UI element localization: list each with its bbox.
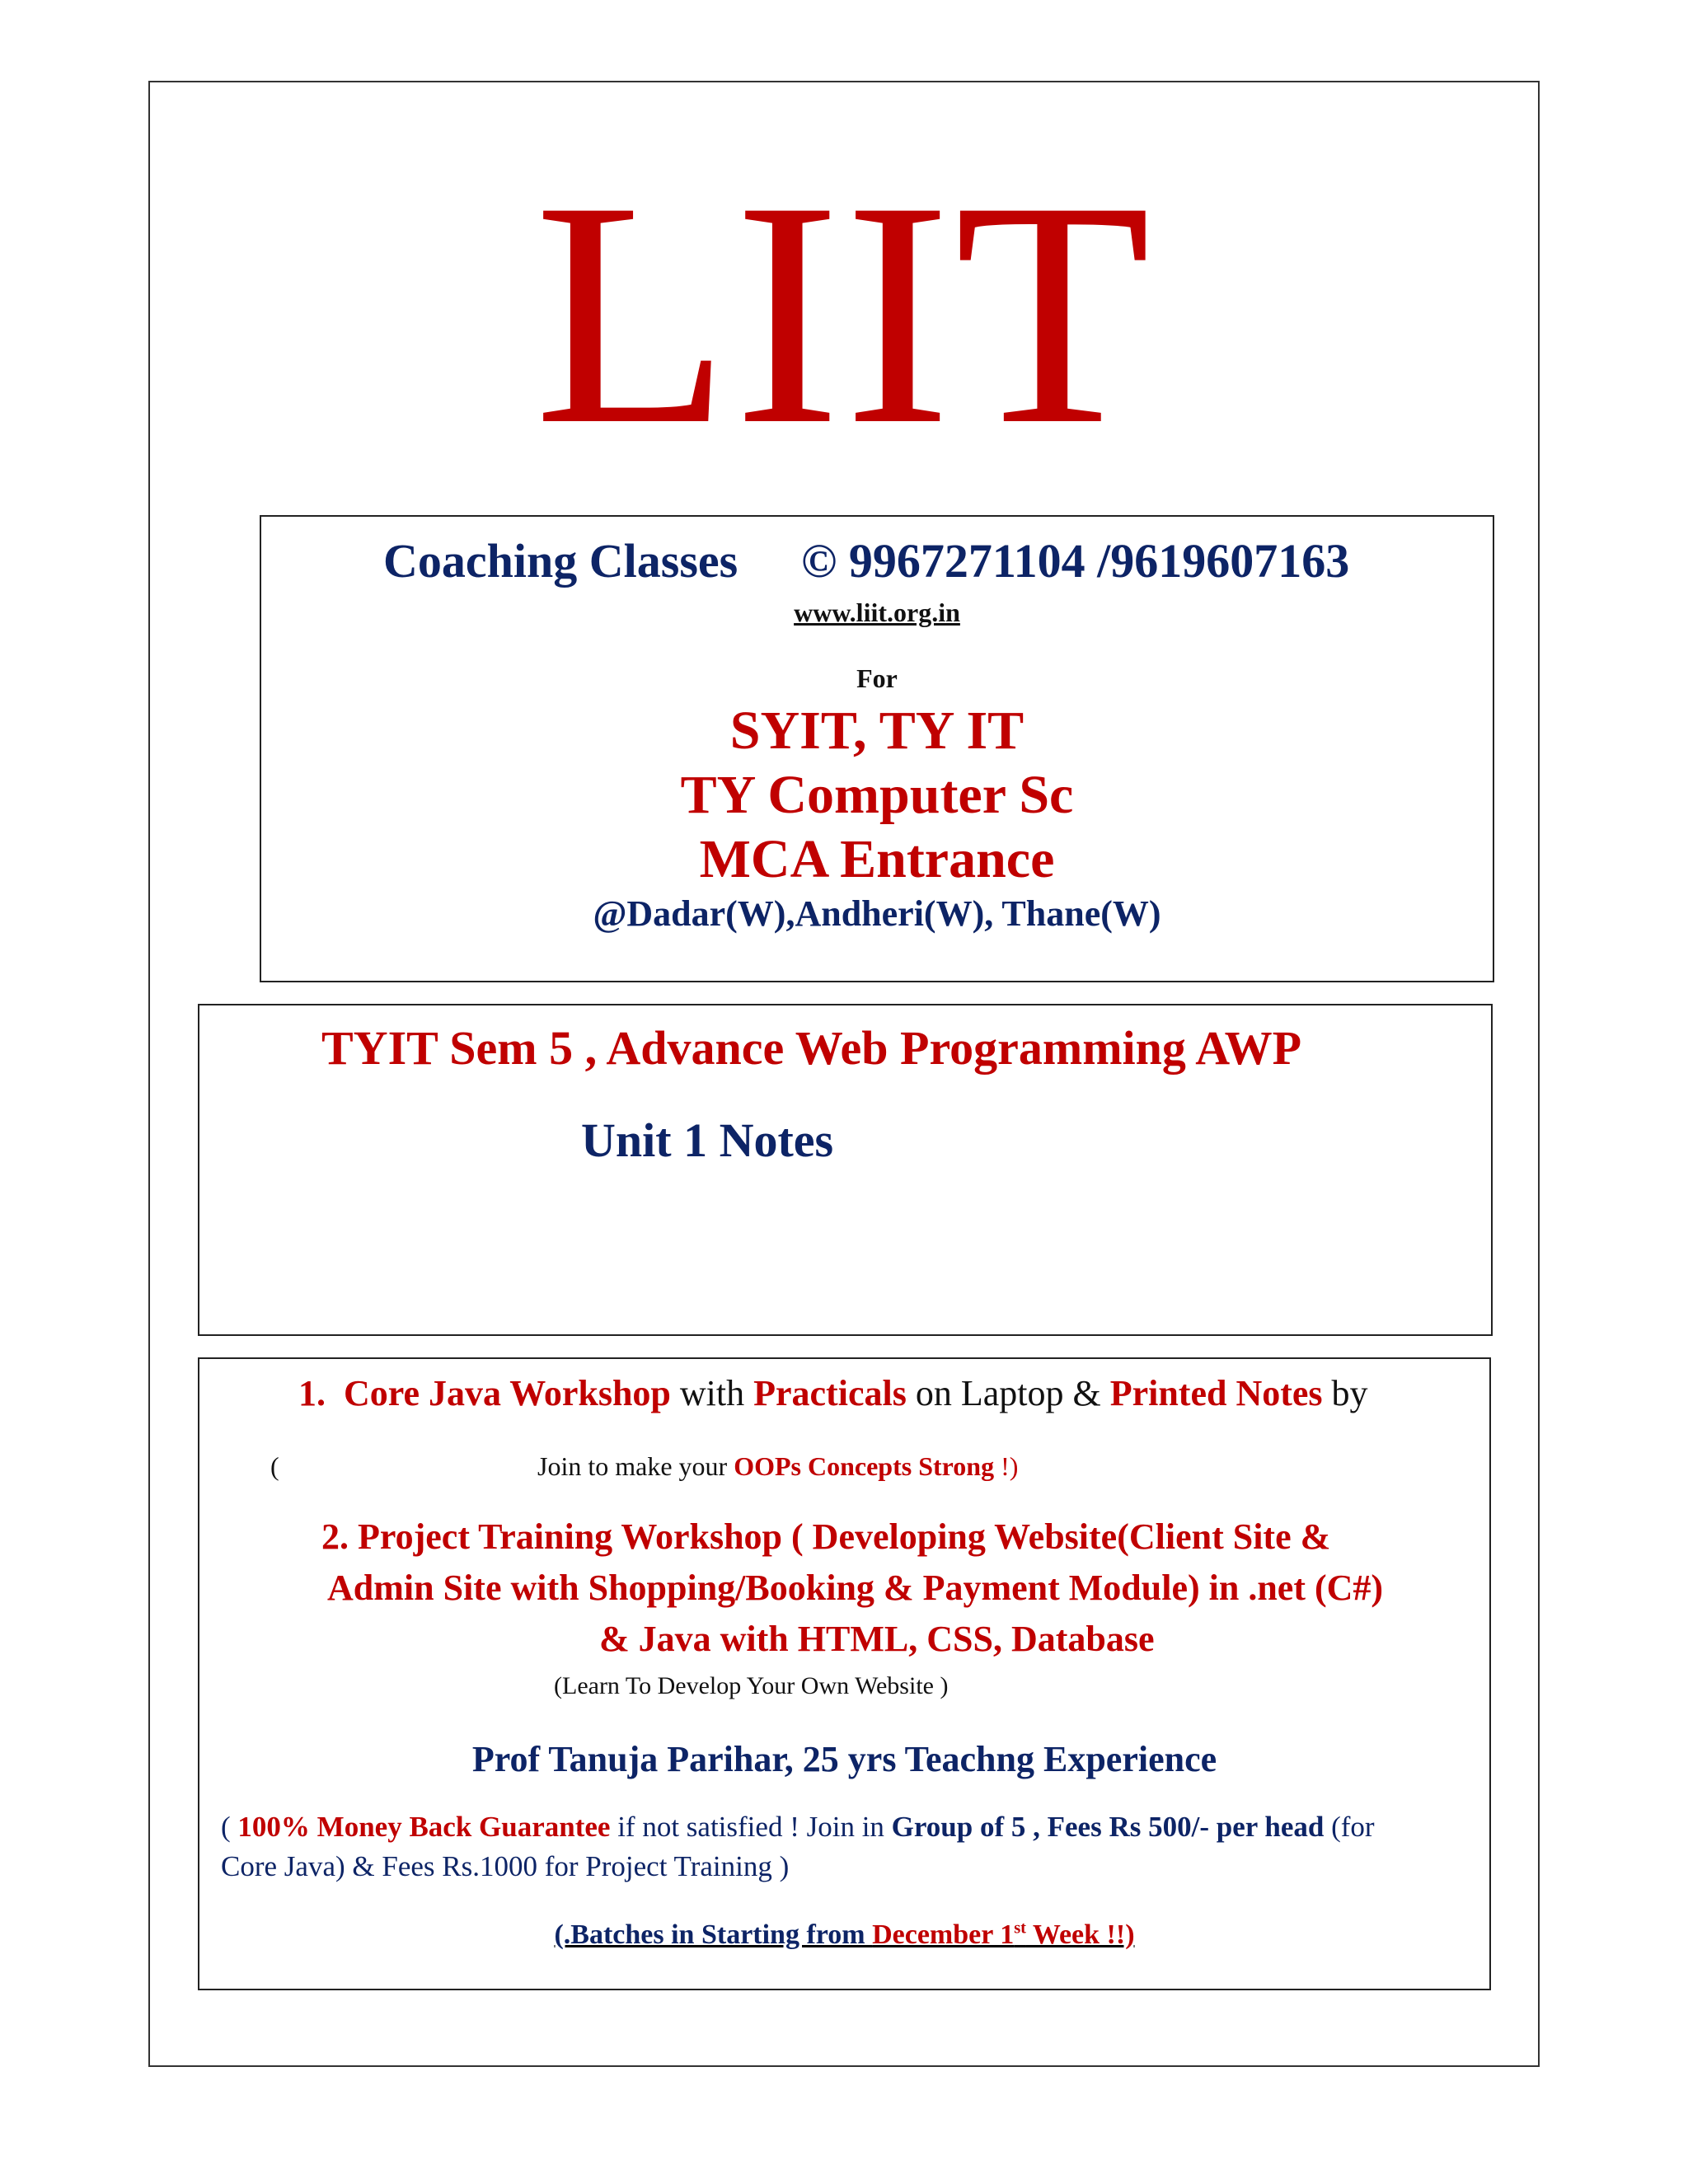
locations: @Dadar(W),Andheri(W), Thane(W): [593, 893, 1161, 934]
phone-numbers: © 9967271104 /9619607163: [801, 534, 1350, 588]
course-mca-entrance: MCA Entrance: [699, 829, 1055, 889]
printed-notes: Printed Notes: [1109, 1373, 1323, 1413]
offer-mid: if not satisfied ! Join in: [610, 1811, 892, 1843]
coaching-info-box: [260, 515, 1494, 982]
course-ty-computer-sc: TY Computer Sc: [680, 765, 1074, 825]
offer-line-2: Core Java) & Fees Rs.1000 for Project Training ): [221, 1850, 790, 1882]
oops-concepts-strong: OOPs Concepts Strong: [734, 1451, 995, 1481]
batches-start: (.Batches in Starting from: [554, 1919, 873, 1950]
join-text: Join to make your: [537, 1451, 734, 1481]
batches-december: December 1: [872, 1919, 1015, 1950]
batches-notice: [199, 1919, 1489, 1951]
workshop-item-2-line-3: & Java with HTML, CSS, Database: [599, 1619, 1155, 1659]
subject-box: [198, 1004, 1493, 1336]
money-back-guarantee: 100% Money Back Guarantee: [237, 1811, 611, 1843]
core-java-workshop: Core Java Workshop: [344, 1373, 671, 1413]
coaching-classes-label: Coaching Classes: [383, 534, 738, 588]
item-1-subline: [537, 1451, 1018, 1482]
unit-title: Unit 1 Notes: [581, 1113, 834, 1167]
workshop-item-2-line-1: 2. Project Training Workshop ( Developing Website(Client Site &: [321, 1516, 1331, 1557]
batches-sup: st: [1014, 1919, 1026, 1938]
batches-week: Week !!): [1025, 1919, 1135, 1950]
item-1-close: !): [994, 1451, 1019, 1481]
item-1-laptop: on Laptop &: [906, 1373, 1110, 1413]
learn-website-note: (Learn To Develop Your Own Website ): [554, 1672, 949, 1699]
item-1-by: by: [1322, 1373, 1368, 1413]
website-link[interactable]: www.liit.org.in: [794, 598, 960, 627]
item-1-number: 1.: [298, 1373, 326, 1413]
liit-logo: LIIT: [533, 135, 1155, 491]
professor-info: Prof Tanuja Parihar, 25 yrs Teachng Experience: [471, 1739, 1217, 1779]
group-fees: Group of 5 , Fees Rs 500/- per head: [891, 1811, 1325, 1843]
item-1-open-paren: (: [270, 1451, 279, 1481]
offer-end: (for: [1324, 1811, 1375, 1843]
offer-line-1: [221, 1811, 1375, 1844]
course-syit-tyit: SYIT, TY IT: [729, 701, 1025, 761]
workshop-item-1: [298, 1372, 1368, 1414]
for-label: For: [856, 663, 898, 693]
item-1-with: with: [670, 1373, 754, 1413]
workshop-item-2-line-2: Admin Site with Shopping/Booking & Payment Module) in .net (C#): [327, 1568, 1384, 1608]
practicals: Practicals: [753, 1373, 907, 1413]
workshop-ad-box: [198, 1357, 1491, 1990]
offer-open: (: [221, 1811, 238, 1843]
subject-title: TYIT Sem 5 , Advance Web Programming AWP: [321, 1021, 1302, 1075]
